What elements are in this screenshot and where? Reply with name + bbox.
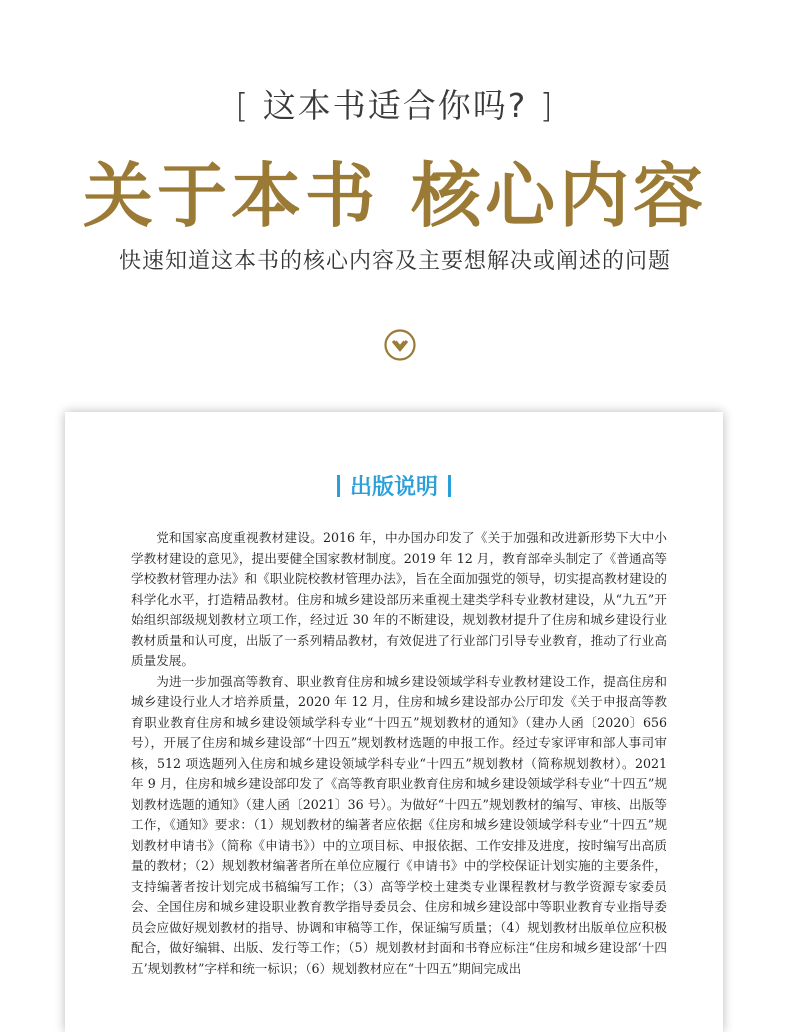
paragraph-1: 党和国家高度重视教材建设。2016 年，中办国办印发了《关于加强和改进新形势下大中小学教材建设的意见》，提出要健全国家教材制度。2019 年 12 月，教育部牵头制定了《普通高等学校教材管理办法》和《职业院校教材管理办法》，旨在全面加强党的领导，切实提高教材建设的科学化水平，打造精品教材。住房和城乡建设部历来重视土建类学科专业教材建设，从“九五”开始组织部级规划教材立项工作，经过近 30 年的不断建设，规划教材提升了住房和城乡建设行业教材质量和认可度，出版了一系列精品教材，有效促进了行业部门引导专业教育，推动了行业高质量发展。: [131, 530, 667, 668]
card-title-text: 出版说明: [349, 474, 438, 500]
chevron-down-circle-icon: [384, 329, 416, 361]
title-left-bar: [337, 475, 340, 497]
tagline: 快速知道这本书的核心内容及主要想解决或阐述的问题: [118, 249, 671, 274]
paragraph-2: 为进一步加强高等教育、职业教育住房和城乡建设领域学科专业教材建设工作，提高住房和城乡建设行业人才培养质量，2020 年 12 月，住房和城乡建设部办公厅印发《关于申报高等教育职业教育住房和城乡建设领域学科专业“十四五”规划教材的通知》（建办人函〔2020〕656 号），开展了住房和城乡建设部“十四五”规划教材选题的申报工作。经过专家评审和部人事司审核，512 项选题列入住房和城乡建设领域学科专业“十四五”规划教材（简称规划教材）。2021 年 9 月，住房和城乡建设部印发了《高等教育职业教育住房和城乡建设领域学科专业“十四五”规划教材选题的通知》（建人函〔2021〕36 号）。为做好“十四五”规划教材的编写、审核、出版等工作，《通知》要求：（1）规划教材的编著者应依据《住房和城乡建设领域学科专业“十四五”规划教材申请书》（简称《申请书》）中的立项目标、申报依据、工作安排及进度，按时编写出高质量的教材；（2）规划教材编著者所在单位应履行《申请书》中的学校保证计划实施的主要条件，支持编著者按计划完成书稿编写工作；（3）高等学校土建类专业课程教材与教学资源专家委员会、全国住房和城乡建设职业教育教学指导委员会、住房和城乡建设部中等职业教育专业指导委员会应做好规划教材的指导、协调和审稿等工作，保证编写质量；（4）规划教材出版单位应积极配合，做好编辑、出版、发行等工作；（5）规划教材封面和书脊应标注“住房和城乡建设部‘十四五’规划教材”字样和统一标识；（6）规划教材应在“十四五”期间完成出: [131, 673, 667, 976]
subtitle-open-bracket: [: [235, 86, 251, 125]
book-page-preview: [65, 412, 723, 1032]
subtitle-text: 这本书适合你吗?: [262, 86, 528, 125]
heading-part-2: 核心内容: [411, 154, 707, 237]
subtitle-close-bracket: ]: [539, 86, 555, 125]
card-body: [131, 528, 667, 979]
heading-part-1: 关于本书: [83, 154, 379, 237]
header-subtitle: [0, 80, 790, 127]
main-heading: [0, 140, 790, 241]
card-title: [65, 470, 723, 501]
title-right-bar: [448, 475, 451, 497]
